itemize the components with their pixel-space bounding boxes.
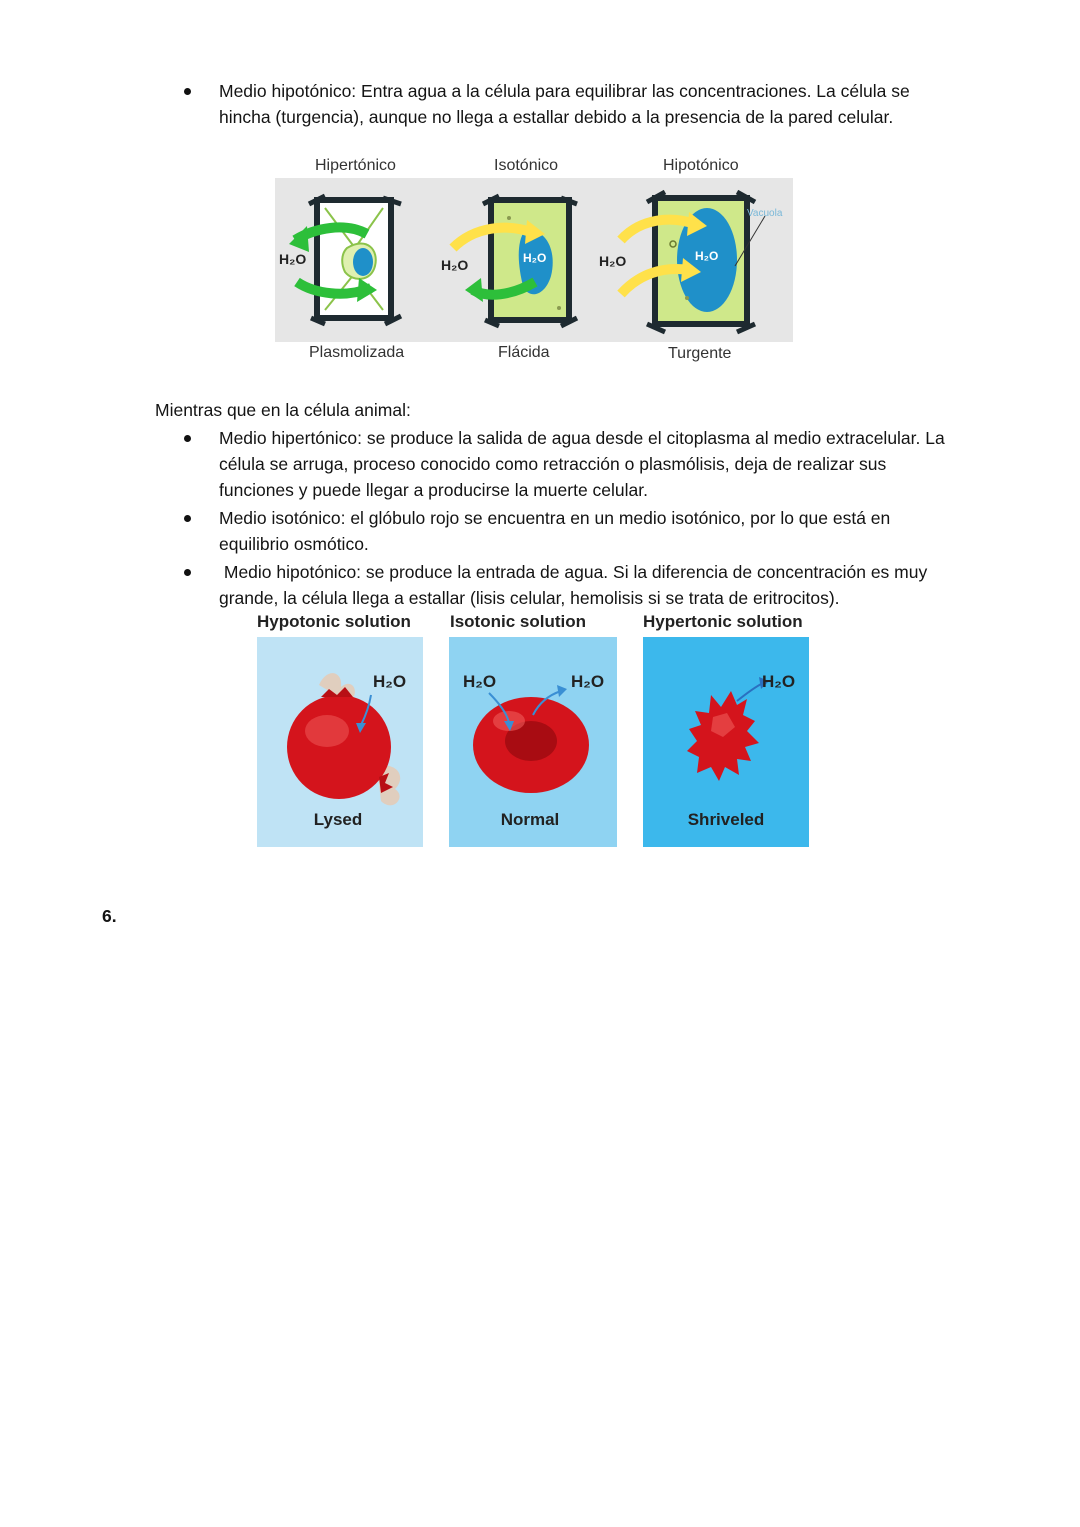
water-label-5: H₂O bbox=[695, 249, 719, 263]
paragraph-hipotonico-animal-line1: Medio hipotónico: se produce la entrada de agua. Si la diferencia de concentración es muy bbox=[219, 562, 928, 582]
bullet-dot bbox=[184, 435, 191, 442]
section-number: 6. bbox=[102, 906, 117, 926]
title-isotonic: Isotonic solution bbox=[450, 612, 586, 631]
state-shriveled: Shriveled bbox=[687, 810, 765, 829]
panel-hypotonic bbox=[257, 637, 423, 847]
label-flacida: Flácida bbox=[498, 344, 550, 361]
water-label-2: H₂O bbox=[441, 257, 469, 273]
water-label-hypertonic: H₂O bbox=[762, 672, 796, 691]
panel-isotonic bbox=[449, 637, 617, 847]
state-normal: Normal bbox=[500, 810, 560, 829]
paragraph-hipertonico-line1: Medio hipertónico: se produce la salida de agua desde el citoplasma al medio extracelular. La bbox=[219, 428, 945, 448]
label-turgente: Turgente bbox=[668, 345, 732, 362]
paragraph-isotonico-line2: equilibrio osmótico. bbox=[219, 534, 369, 554]
water-label-hypotonic: H₂O bbox=[373, 672, 407, 691]
state-lysed: Lysed bbox=[313, 810, 363, 829]
paragraph-hipotonico-animal-line2: grande, la célula llega a estallar (lisis celular, hemolisis si se trata de eritrocitos). bbox=[219, 588, 840, 608]
paragraph-animal-intro: Mientras que en la célula animal: bbox=[155, 400, 411, 420]
plant-cells-diagram bbox=[275, 178, 795, 343]
bullet-dot bbox=[184, 515, 191, 522]
water-label-isotonic-out: H₂O bbox=[571, 672, 605, 691]
vacuola-label: Vacuola bbox=[747, 208, 783, 219]
water-label-1: H₂O bbox=[279, 251, 307, 267]
title-hypertonic: Hypertonic solution bbox=[643, 612, 803, 631]
panel-hypertonic bbox=[643, 637, 809, 847]
bullet-dot bbox=[184, 569, 191, 576]
paragraph-hipertonico-line3: funciones y puede llegar a producirse la muerte celular. bbox=[219, 480, 648, 500]
label-plasmolizada: Plasmolizada bbox=[309, 344, 405, 361]
water-label-isotonic-in: H₂O bbox=[463, 672, 497, 691]
label-isotonico: Isotónico bbox=[494, 157, 559, 174]
paragraph-hipertonico-line2: célula se arruga, proceso conocido como retracción o plasmólisis, deja de realizar sus bbox=[219, 454, 887, 474]
paragraph-isotonico-line1: Medio isotónico: el glóbulo rojo se encuentra en un medio isotónico, por lo que está en bbox=[219, 508, 891, 528]
label-hipertonico: Hipertónico bbox=[315, 157, 396, 174]
title-hypotonic: Hypotonic solution bbox=[257, 612, 411, 631]
label-hipotonico: Hipotónico bbox=[663, 157, 739, 174]
water-label-3: H₂O bbox=[523, 251, 547, 265]
water-label-4: H₂O bbox=[599, 253, 627, 269]
paragraph-hipotonico-line1: Medio hipotónico: Entra agua a la célula para equilibrar las concentraciones. La célula se bbox=[219, 81, 910, 101]
bullet-dot bbox=[184, 88, 191, 95]
paragraph-hipotonico-line2: hincha (turgencia), aunque no llega a estallar debido a la presencia de la pared celular. bbox=[219, 107, 894, 127]
